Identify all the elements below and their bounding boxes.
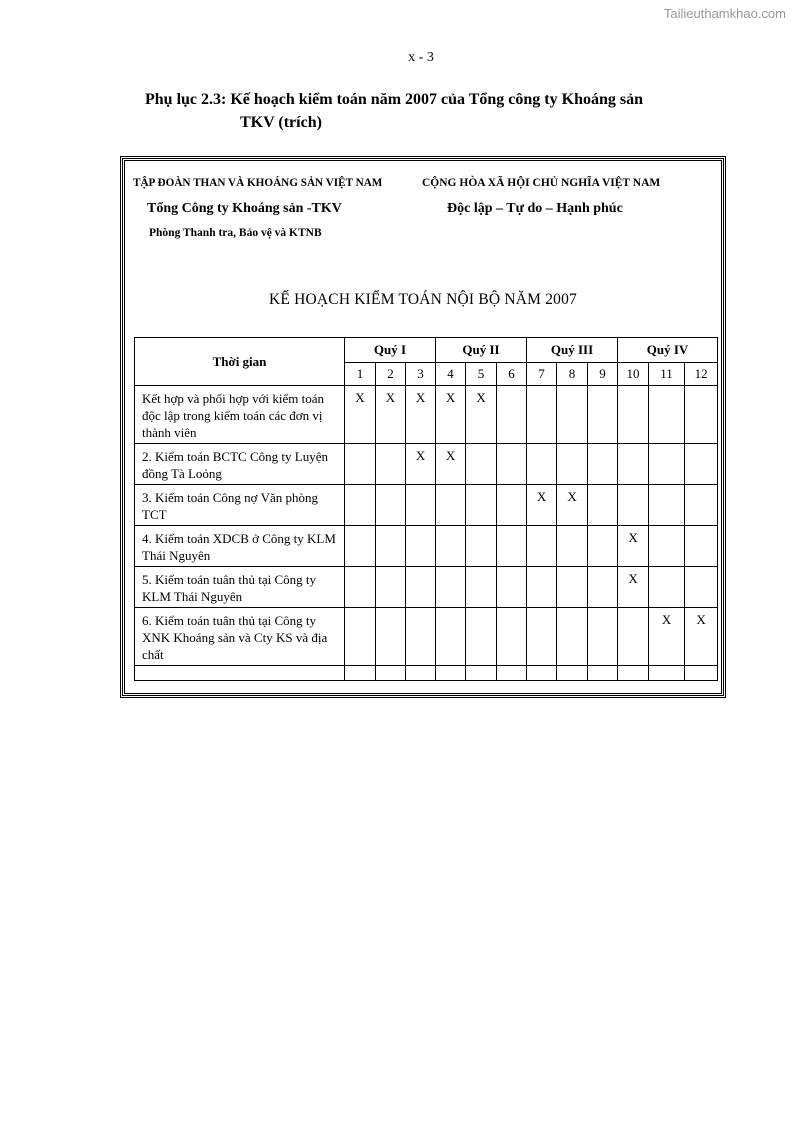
schedule-mark bbox=[436, 567, 466, 608]
schedule-mark bbox=[497, 567, 527, 608]
empty-cell bbox=[466, 666, 497, 681]
schedule-mark bbox=[497, 386, 527, 444]
schedule-mark bbox=[527, 444, 557, 485]
schedule-mark bbox=[649, 526, 685, 567]
schedule-mark bbox=[557, 386, 588, 444]
watermark: Tailieuthamkhao.com bbox=[663, 6, 786, 21]
schedule-mark bbox=[497, 444, 527, 485]
schedule-mark bbox=[588, 526, 618, 567]
schedule-mark bbox=[527, 526, 557, 567]
schedule-mark bbox=[376, 485, 406, 526]
schedule-mark bbox=[376, 526, 406, 567]
empty-cell bbox=[345, 666, 376, 681]
month-header: 5 bbox=[466, 363, 497, 386]
plan-title: KẾ HOẠCH KIỂM TOÁN NỘI BỘ NĂM 2007 bbox=[268, 291, 578, 308]
schedule-mark bbox=[345, 444, 376, 485]
plan-body bbox=[135, 386, 718, 681]
appendix-title-line2: TKV (trích) bbox=[240, 114, 322, 131]
schedule-mark bbox=[557, 444, 588, 485]
empty-cell bbox=[618, 666, 649, 681]
empty-cell bbox=[527, 666, 557, 681]
schedule-mark bbox=[618, 485, 649, 526]
task-description: 4. Kiểm toán XDCB ở Công ty KLM Thái Nguyên bbox=[135, 526, 345, 567]
empty-cell bbox=[649, 666, 685, 681]
schedule-mark bbox=[685, 526, 718, 567]
schedule-mark bbox=[588, 608, 618, 666]
schedule-mark bbox=[557, 526, 588, 567]
month-header: 2 bbox=[376, 363, 406, 386]
schedule-mark bbox=[557, 608, 588, 666]
company-name: Tổng Công ty Khoáng sản -TKV bbox=[147, 201, 342, 216]
empty-cell bbox=[588, 666, 618, 681]
month-header: 10 bbox=[618, 363, 649, 386]
month-header: 9 bbox=[588, 363, 618, 386]
schedule-mark bbox=[527, 386, 557, 444]
table-row bbox=[135, 608, 718, 666]
empty-cell bbox=[436, 666, 466, 681]
schedule-mark: X bbox=[618, 567, 649, 608]
schedule-mark: X bbox=[406, 386, 436, 444]
schedule-mark: X bbox=[618, 526, 649, 567]
schedule-mark bbox=[345, 485, 376, 526]
task-description: 5. Kiểm toán tuân thủ tại Công ty KLM Thái Nguyên bbox=[135, 567, 345, 608]
empty-cell bbox=[376, 666, 406, 681]
schedule-mark bbox=[685, 386, 718, 444]
schedule-mark bbox=[376, 567, 406, 608]
schedule-mark bbox=[345, 526, 376, 567]
schedule-mark bbox=[466, 608, 497, 666]
schedule-mark bbox=[436, 608, 466, 666]
empty-row bbox=[135, 666, 718, 681]
month-header: 8 bbox=[557, 363, 588, 386]
month-header: 3 bbox=[406, 363, 436, 386]
table-row bbox=[135, 386, 718, 444]
schedule-mark: X bbox=[436, 444, 466, 485]
table-row bbox=[135, 526, 718, 567]
task-description: 3. Kiểm toán Công nợ Văn phòng TCT bbox=[135, 485, 345, 526]
schedule-mark bbox=[466, 485, 497, 526]
document-frame bbox=[122, 158, 724, 696]
schedule-mark bbox=[436, 526, 466, 567]
schedule-mark bbox=[527, 567, 557, 608]
organization-name: TẬP ĐOÀN THAN VÀ KHOÁNG SẢN VIỆT NAM bbox=[133, 177, 383, 189]
schedule-mark bbox=[376, 608, 406, 666]
month-header: 12 bbox=[685, 363, 718, 386]
schedule-mark: X bbox=[649, 608, 685, 666]
time-header: Thời gian bbox=[135, 338, 345, 386]
schedule-mark bbox=[406, 567, 436, 608]
schedule-mark: X bbox=[345, 386, 376, 444]
month-header: 4 bbox=[436, 363, 466, 386]
schedule-mark: X bbox=[436, 386, 466, 444]
task-description: 2. Kiểm toán BCTC Công ty Luyện đồng Tà Loỏng bbox=[135, 444, 345, 485]
schedule-mark bbox=[406, 485, 436, 526]
schedule-mark bbox=[588, 386, 618, 444]
month-header: 1 bbox=[345, 363, 376, 386]
schedule-mark bbox=[345, 608, 376, 666]
schedule-mark bbox=[685, 444, 718, 485]
empty-cell bbox=[406, 666, 436, 681]
schedule-mark bbox=[497, 608, 527, 666]
appendix-title bbox=[145, 88, 725, 134]
schedule-mark bbox=[376, 444, 406, 485]
schedule-mark bbox=[618, 608, 649, 666]
task-description: Kết hợp và phối hợp với kiểm toán độc lập trong kiểm toán các đơn vị thành viên bbox=[135, 386, 345, 444]
empty-cell bbox=[497, 666, 527, 681]
task-description: 6. Kiểm toán tuân thủ tại Công ty XNK Khoáng sản và Cty KS và địa chất bbox=[135, 608, 345, 666]
quarter-header-row bbox=[135, 338, 718, 363]
schedule-mark bbox=[406, 526, 436, 567]
department-name: Phòng Thanh tra, Bảo vệ và KTNB bbox=[149, 227, 322, 239]
schedule-mark bbox=[497, 526, 527, 567]
schedule-mark: X bbox=[557, 485, 588, 526]
appendix-title-line1: Phụ lục 2.3: Kế hoạch kiểm toán năm 2007 của Tổng công ty Khoáng sản bbox=[145, 91, 643, 108]
schedule-mark bbox=[588, 485, 618, 526]
schedule-mark bbox=[466, 567, 497, 608]
schedule-mark bbox=[649, 567, 685, 608]
empty-cell bbox=[135, 666, 345, 681]
schedule-mark bbox=[557, 567, 588, 608]
schedule-mark bbox=[406, 608, 436, 666]
quarter-header: Quý II bbox=[436, 338, 527, 363]
table-row bbox=[135, 444, 718, 485]
schedule-mark bbox=[618, 444, 649, 485]
quarter-header: Quý III bbox=[527, 338, 618, 363]
schedule-mark bbox=[685, 567, 718, 608]
schedule-mark bbox=[497, 485, 527, 526]
schedule-mark bbox=[436, 485, 466, 526]
schedule-mark bbox=[466, 444, 497, 485]
republic-title: CỘNG HÒA XÃ HỘI CHỦ NGHĨA VIỆT NAM bbox=[422, 177, 661, 189]
schedule-mark: X bbox=[406, 444, 436, 485]
page-number: x - 3 bbox=[408, 50, 434, 65]
table-row bbox=[135, 567, 718, 608]
schedule-mark bbox=[588, 567, 618, 608]
schedule-mark bbox=[649, 386, 685, 444]
schedule-mark bbox=[649, 485, 685, 526]
schedule-mark: X bbox=[466, 386, 497, 444]
schedule-mark: X bbox=[685, 608, 718, 666]
quarter-header: Quý I bbox=[345, 338, 436, 363]
schedule-mark bbox=[345, 567, 376, 608]
schedule-mark bbox=[588, 444, 618, 485]
schedule-mark bbox=[685, 485, 718, 526]
schedule-mark bbox=[466, 526, 497, 567]
schedule-mark bbox=[527, 608, 557, 666]
empty-cell bbox=[685, 666, 718, 681]
month-header: 6 bbox=[497, 363, 527, 386]
audit-plan-table bbox=[134, 337, 718, 681]
month-header: 11 bbox=[649, 363, 685, 386]
table-row bbox=[135, 485, 718, 526]
schedule-mark bbox=[618, 386, 649, 444]
schedule-mark bbox=[649, 444, 685, 485]
month-header: 7 bbox=[527, 363, 557, 386]
national-motto: Độc lập – Tự do – Hạnh phúc bbox=[447, 201, 623, 216]
schedule-mark: X bbox=[527, 485, 557, 526]
schedule-mark: X bbox=[376, 386, 406, 444]
quarter-header: Quý IV bbox=[618, 338, 718, 363]
empty-cell bbox=[557, 666, 588, 681]
